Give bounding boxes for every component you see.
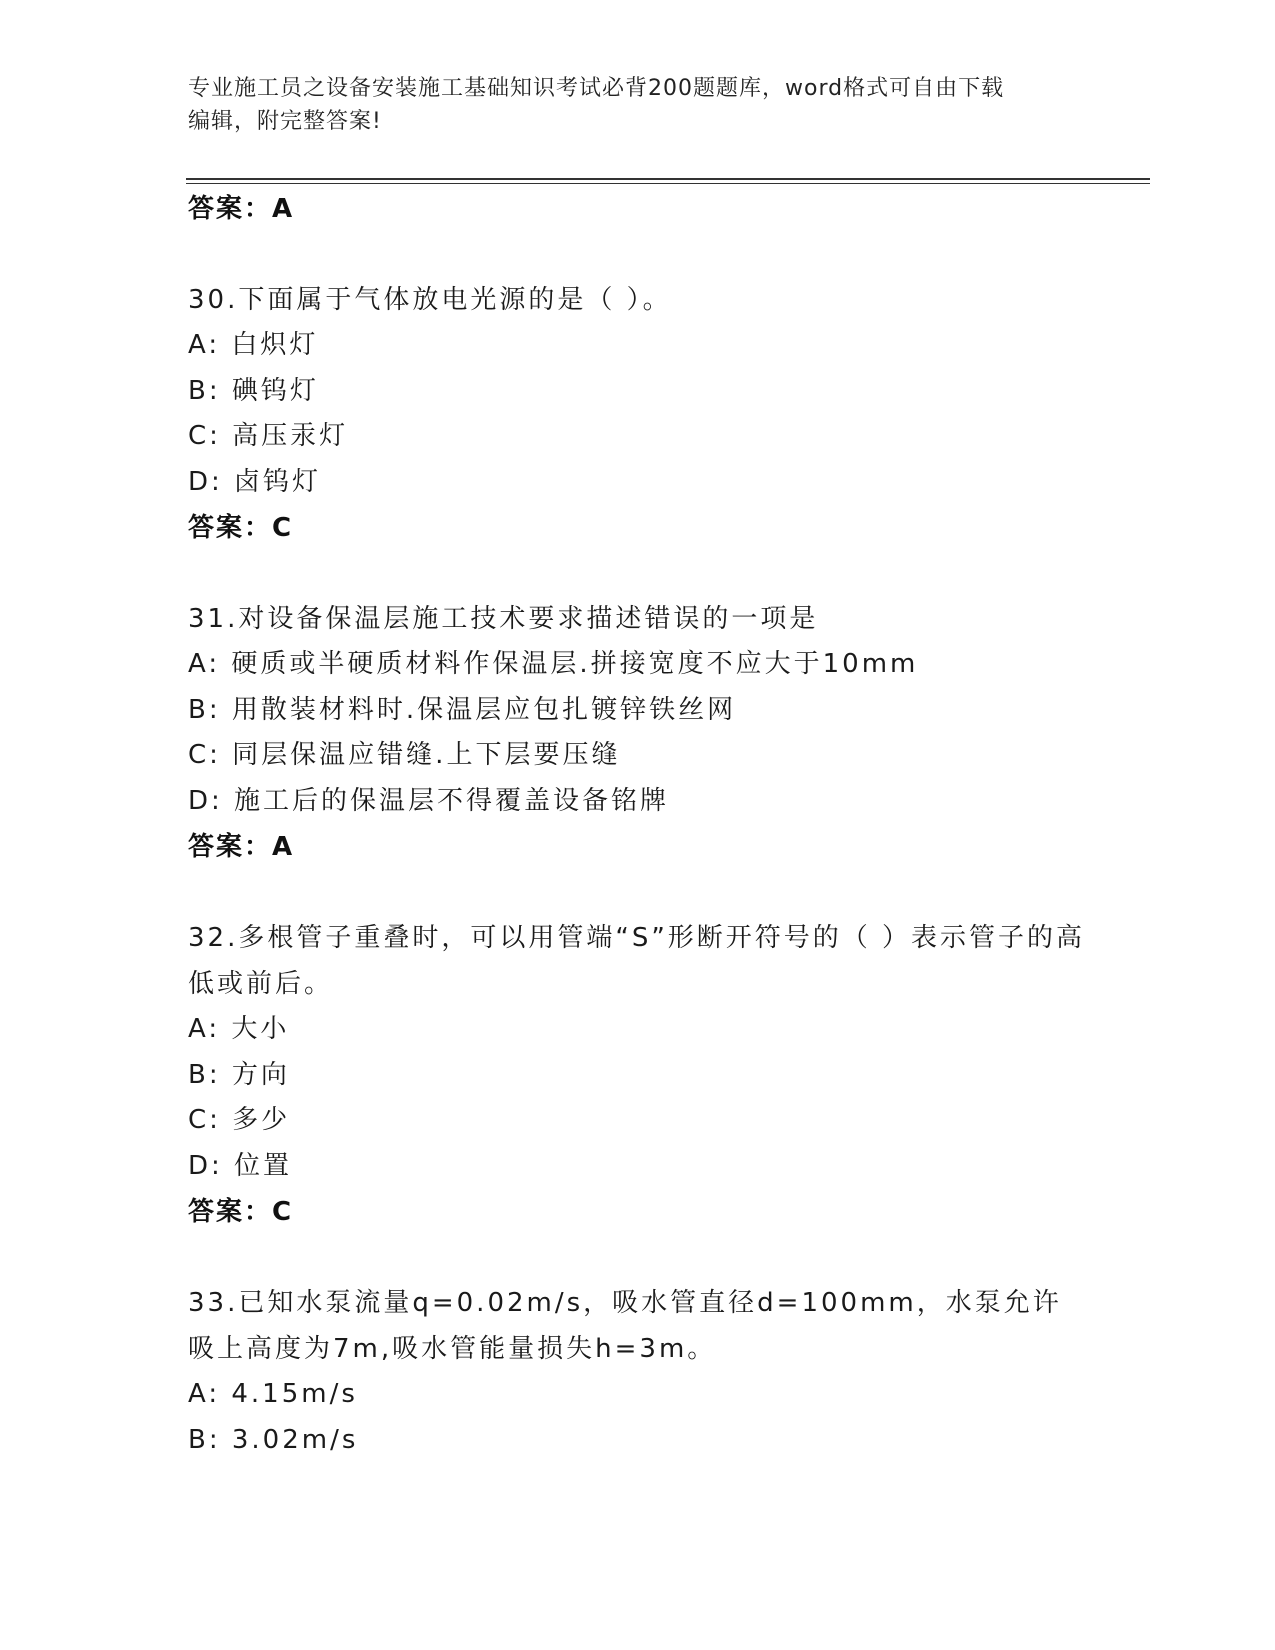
spacer (188, 551, 1088, 596)
option-d: D: 施工后的保温层不得覆盖设备铭牌 (188, 785, 670, 816)
spacer (188, 232, 1088, 277)
option-c: C: 同层保温应错缝.上下层要压缝 (188, 740, 621, 770)
option-b: B: 碘钨灯 (188, 375, 319, 406)
header-line-1: 专业施工员之设备安装施工基础知识考试必背200题题库，word格式可自由下载 (188, 76, 1005, 101)
option-b: B: 方向 (188, 1059, 290, 1090)
header-rule-thin (186, 183, 1150, 184)
question-block (188, 915, 1088, 1235)
option-a: A: 4.15m/s (188, 1379, 358, 1409)
option-a: A: 白炽灯 (188, 330, 319, 360)
answer-line: 答案：C (188, 1197, 294, 1227)
header-rule-thick (186, 178, 1150, 180)
answer-line: 答案：C (188, 513, 294, 543)
spacer (188, 870, 1088, 915)
question-text: 32.多根管子重叠时，可以用管端“S”形断开符号的（ ）表示管子的高低或前后。 (188, 923, 1086, 999)
answer-line: 答案：A (188, 194, 295, 224)
question-block (188, 1280, 1088, 1463)
spacer (188, 1235, 1088, 1280)
header-line-2: 编辑，附完整答案! (188, 109, 382, 134)
option-c: C: 高压汞灯 (188, 421, 349, 451)
option-b: B: 用散装材料时.保温层应包扎镀锌铁丝网 (188, 694, 737, 725)
question-text: 31.对设备保温层施工技术要求描述错误的一项是 (188, 604, 819, 634)
option-a: A: 大小 (188, 1014, 290, 1044)
answer-line: 答案：A (188, 832, 295, 862)
option-d: D: 位置 (188, 1150, 293, 1181)
option-d: D: 卤钨灯 (188, 466, 322, 497)
document-header (188, 72, 1068, 138)
option-c: C: 多少 (188, 1105, 291, 1135)
option-b: B: 3.02m/s (188, 1424, 359, 1455)
question-text: 33.已知水泵流量q=0.02m/s，吸水管直径d=100mm，水泵允许吸上高度为7m,吸水管能量损失h=3m。 (188, 1288, 1062, 1364)
question-block (188, 277, 1088, 551)
question-text: 30.下面属于气体放电光源的是（ ）。 (188, 285, 672, 315)
option-a: A: 硬质或半硬质材料作保温层.拼接宽度不应大于10mm (188, 649, 919, 679)
question-block (188, 596, 1088, 870)
question-list (188, 186, 1088, 1463)
